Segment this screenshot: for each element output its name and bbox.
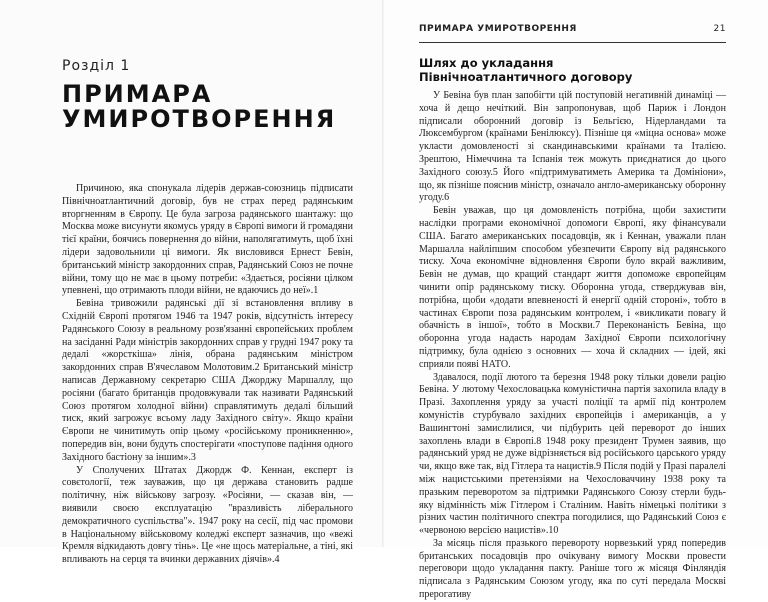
paragraph: Бевіна тривожили радянські дії зі встановлення впливу в Східній Європі протягом 1946 та 1947 років, відсутність інтересу Радянського Союзу в реальному розв'язанні європейських проблем на засіданні Ради міністрів закордонних справ у грудні 1947 року та дедалі «жорсткіша» лінія, обрана радянським міністром закордонних справ В'ячеславом Молотовим.2 Британський міністр написав Державному секретарю США Джорджу Маршаллу, що росіяни (багато британців продовжували так називати Радянський Союз протягом холодної війни) справлятимуть дедалі більший тиск, який загрожує всьому ладу Західного світу». Якщо країни Європи не чинитимуть опір цьому «російському проникненню», попередив він, вони будуть спостерігати «поступове падіння одного Західного бастіону за іншим».3 [62, 298, 353, 463]
header-rule [419, 42, 726, 43]
paragraph: Бевін уважав, що ця домовленість потрібна, щоби захистити наслідки програми економічної допомоги Європі, яку фінансували США. Багато американських посадовців, як і Кеннан, уважали план Маршалла найліпшим способом убезпечити Європу від радянського тиску. Хоча економічне відновлення Європи було вкрай важливим, Бевін не думав, що кращий стандарт життя допоможе європейцям чинити опір радянському тиску. Оборонна угода, стверджував він, потрібна, щоби «додати впевненості й енергії одній стороні», тобто в частинах Європи поза радянським контролем, і «викликати повагу й обачність в іншої», тобто в Москви.7 Переконаність Бевіна, що оборонна угода надасть народам Західної Європи психологічну підтримку, була однією з основних — хоча й складних — ідей, які сприяли появі НАТО. [419, 205, 726, 370]
page-number: 21 [713, 24, 726, 34]
chapter-title-line: УМИРОТВОРЕННЯ [62, 105, 337, 133]
right-body-text [419, 90, 726, 602]
chapter-label: Розділ 1 [62, 58, 131, 74]
running-head [419, 24, 726, 34]
chapter-title [62, 82, 336, 132]
paragraph: У Бевіна був план запобігти цій поступовій негативній динаміці — хоча й дещо нечіткий. Він запропонував, щоб Париж і Лондон підписали оборонний договір із Бельгією, Нідерландами та Люксембургом (країнами Бенілюксу). Пізніше ця «міцна основа» може укласти домовленості зі скандинавськими країнами та Італією. Зрештою, Німеччина та Іспанія теж можуть приєднатися до цього Західного союзу.5 Його «підтримуватиметь Америка та Домініони», що, як пізніше пояснив міністр, означало англо-американську оборонну угоду.6 [419, 90, 726, 204]
running-head-title: ПРИМАРА УМИРОТВОРЕННЯ [419, 24, 577, 34]
left-page [0, 0, 384, 566]
paragraph: Здавалося, події лютого та березня 1948 року тільки довели рацію Бевіна. У лютому Чехословацька комуністична партія захопила владу в Празі. Захоплення уряду за участі поліції та армії під контролем комуністів стурбувало західних європейців і американців, а у Вашингтоні замислилися, чи підбурить цей переворот до інших захоплень влади в Європі.8 1948 року президент Трумен заявив, що радянський уряд не дуже відрізняється від російського царського уряду чи, якщо вже так, від Гітлера та нацистів.9 Після подій у Празі паралелі між нацистськими претензіями на Чехословаччину 1938 року та празьким переворотом за підтримки Радянського Союзу стерли будь-яку відмінність між Гітлером і Сталіним. Навіть німецькі політики з різних частин політичного спектра погодилися, що Радянський Союз є «червоною версією нацистів».10 [419, 371, 726, 537]
section-title-line: Північноатлантичного договору [419, 70, 633, 84]
section-title [419, 56, 719, 84]
paragraph: Причиною, яка спонукала лідерів держав-союзниць підписати Північноатлантичний договір, був не страх перед радянським вторгненням в Європу. Це була загроза радянського шантажу: що Москва може висунути якомусь уряду в Європі вимоги й громадяни тієї країни, боячись повернення до війни, наполягатимуть, щоб їхні лідери задовольнили ці вимоги. Як висловився Ернест Бевін, британський міністр закордонних справ, Радянський Союз не почне війни, тому що не має в цьому потреби: «Здається, росіяни цілком упевнені, що отримають плоди війни, не вдаючись до неї».1 [62, 183, 353, 297]
chapter-title-line: ПРИМАРА [62, 80, 213, 108]
paragraph: У Сполучених Штатах Джордж Ф. Кеннан, експерт із совєтології, теж зауважив, що ця держава становить радше політичну, ніж військову загрозу. «Росіяни, — сказав він, — виявили своєю експлуатацію "вразливість ліберального демократичного суспільства"». 1947 року на сесії, під час промови в Національному військовому коледжі експерт зазначив, що «вежі Кремля відкидають довгу тінь». Це «не щось матеріальне, а тіні, які впливають на серця та вчинки державних діячів».4 [62, 464, 353, 566]
left-body-text [62, 183, 353, 567]
paragraph: За місяць після празького перевороту норвезький уряд попередив британських посадовців про очікувану вимогу Москви провести переговори щодо укладання пакту. Раніше того ж місяця Фінляндія підписала з Радянським Союзом угоду, яка по суті передала Москві прерогативу [419, 537, 726, 601]
section-title-line: Шлях до укладання [419, 56, 554, 70]
